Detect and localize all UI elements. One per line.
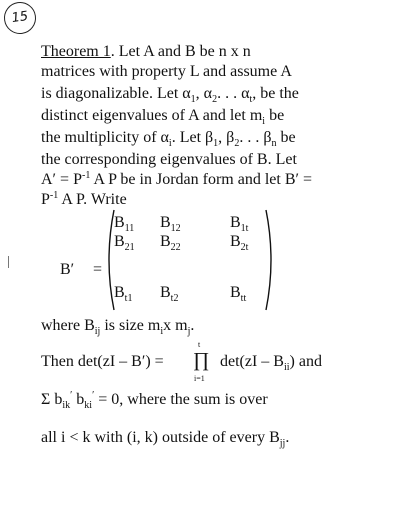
all-line: all i < k with (i, k) outside of every $B_{jj}$. <box>41 429 290 449</box>
matrix-cell-tt: $B_{tt}$ <box>230 284 247 304</box>
matrix-cell-22: $B_{22}$ <box>160 233 181 253</box>
text-line-4: distinct eigenvalues of A and let $m_i$ be <box>41 107 285 127</box>
matrix-cell-11: $B_{11}$ <box>114 214 135 234</box>
then-line-right: $\det(zI - B_{ii})$ and <box>220 353 322 373</box>
theorem-label: Theorem 1 <box>41 43 111 60</box>
page-number: 15 <box>2 0 38 36</box>
matrix-cell-12: $B_{12}$ <box>160 214 181 234</box>
text-line-7: $A' = P^{-1}$ A P be in Jordan form and let B′ = <box>41 170 313 188</box>
sum-line: Σ $b_{ik}'$ $b_{ki}' = 0$, where the sum is over <box>41 390 268 411</box>
matrix-label: B′ <box>60 261 75 278</box>
text-line-2: matrices with property L and assume A <box>41 63 292 80</box>
where-line: where $B_{ij}$ is size $m_ix$ $m_j$. <box>41 317 195 337</box>
equals-sign: = <box>93 261 103 278</box>
text-line-3: is diagonalizable. Let $\alpha_1$, $\alpha_2$. . . $\alpha_t$, be the <box>41 85 299 105</box>
text-line-8: $P^{-1}$ A P. Write <box>41 190 127 208</box>
text-line-5: the multiplicity of $\alpha_i$. Let $\beta_1$, $\beta_2$. . . $\beta_n$ be <box>41 129 296 149</box>
then-line-left: Then det(zI – B′) = <box>41 353 164 370</box>
matrix-cell-21: $B_{21}$ <box>114 233 135 253</box>
product-upper-limit: t <box>198 340 201 349</box>
matrix-cell-2t: $B_{2t}$ <box>230 233 249 253</box>
text-line-1: Theorem 1. Let A and B be n x n <box>41 43 251 60</box>
right-parenthesis <box>264 208 278 312</box>
matrix-cell-1t: $B_{1t}$ <box>230 214 249 234</box>
product-lower-limit: i=1 <box>194 374 205 383</box>
product-symbol: ∏ <box>193 349 210 371</box>
margin-mark <box>8 256 9 268</box>
matrix-cell-t2: $B_{t2}$ <box>160 284 179 304</box>
text-line-6: the corresponding eigenvalues of B. Let <box>41 151 297 168</box>
matrix-cell-t1: $B_{t1}$ <box>114 284 133 304</box>
